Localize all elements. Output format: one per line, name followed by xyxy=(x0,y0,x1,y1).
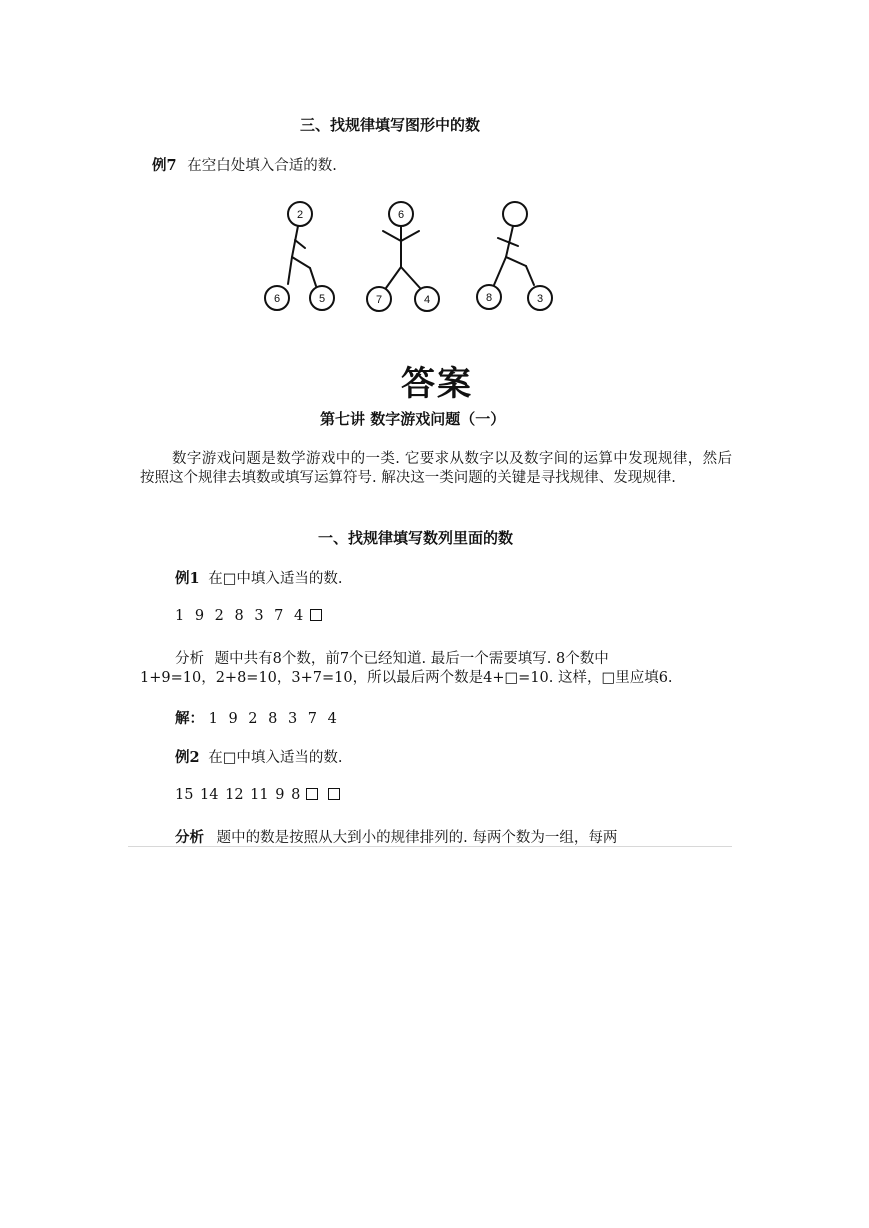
example2-line xyxy=(175,746,343,767)
fig1-right-number: 5 xyxy=(318,293,326,305)
example1-line xyxy=(175,567,343,588)
fig2-right-number: 4 xyxy=(423,294,431,306)
fig1-left-number: 6 xyxy=(273,293,281,305)
section3-title: 三、找规律填写图形中的数 xyxy=(300,116,481,134)
intro-paragraph: 数字游戏问题是数学游戏中的一类. 它要求从数字以及数字间的运算中发现规律，然后按照这个规律去填数或填写运算符号. 解决这一类问题的关键是寻找规律、发现规律. xyxy=(140,451,732,486)
example2-analysis-text: 题中的数是按照从大到小的规律排列的. 每两个数为一组，每两 xyxy=(216,830,618,846)
example1-text: 在□中填入适当的数. xyxy=(208,571,343,587)
example2-analysis-line xyxy=(175,826,617,847)
example2-label: 例2 xyxy=(175,749,200,766)
example7-line xyxy=(152,154,337,175)
example1-solution-line xyxy=(175,707,340,728)
blank-box-icon xyxy=(306,788,318,800)
fig3-left-number: 8 xyxy=(485,292,493,304)
example2-analysis-label: 分析 xyxy=(175,829,204,846)
fig3-right-number: 3 xyxy=(536,293,544,305)
example2-text: 在□中填入适当的数. xyxy=(208,750,343,766)
example1-solution-label: 解： xyxy=(175,710,204,727)
example1-label: 例1 xyxy=(175,570,200,587)
blank-box-icon xyxy=(328,788,340,800)
example7-label: 例7 xyxy=(152,157,177,174)
example1-analysis-line1 xyxy=(175,647,609,668)
section1-title: 一、找规律填写数列里面的数 xyxy=(318,529,514,547)
fig2-top-number: 6 xyxy=(397,209,405,221)
example1-analysis-label: 分析 xyxy=(175,651,204,667)
example1-sequence: 1 9 2 8 3 7 4 xyxy=(175,608,307,624)
answer-title: 答案 xyxy=(401,364,473,404)
page-bottom-rule xyxy=(128,846,732,847)
example1-analysis-line2: 1+9=10，2+8=10，3+7=10，所以最后两个数是4+□=10. 这样，□里应填6. xyxy=(140,670,673,686)
example2-sequence-line xyxy=(175,787,340,803)
blank-box-icon xyxy=(310,609,322,621)
example1-sequence-line xyxy=(175,608,322,624)
fig1-top-number: 2 xyxy=(296,209,304,221)
stick-figures-diagram xyxy=(250,194,570,320)
example1-solution: 1 9 2 8 3 7 4 xyxy=(208,711,340,727)
example2-sequence: 15 14 12 11 9 8 xyxy=(175,787,301,803)
example1-analysis-text1: 题中共有8个数，前7个已经知道. 最后一个需要填写. 8个数中 xyxy=(214,651,609,667)
lecture-title: 第七讲 数字游戏问题（一） xyxy=(320,410,506,428)
fig2-left-number: 7 xyxy=(375,294,383,306)
example7-text: 在空白处填入合适的数. xyxy=(187,158,337,174)
